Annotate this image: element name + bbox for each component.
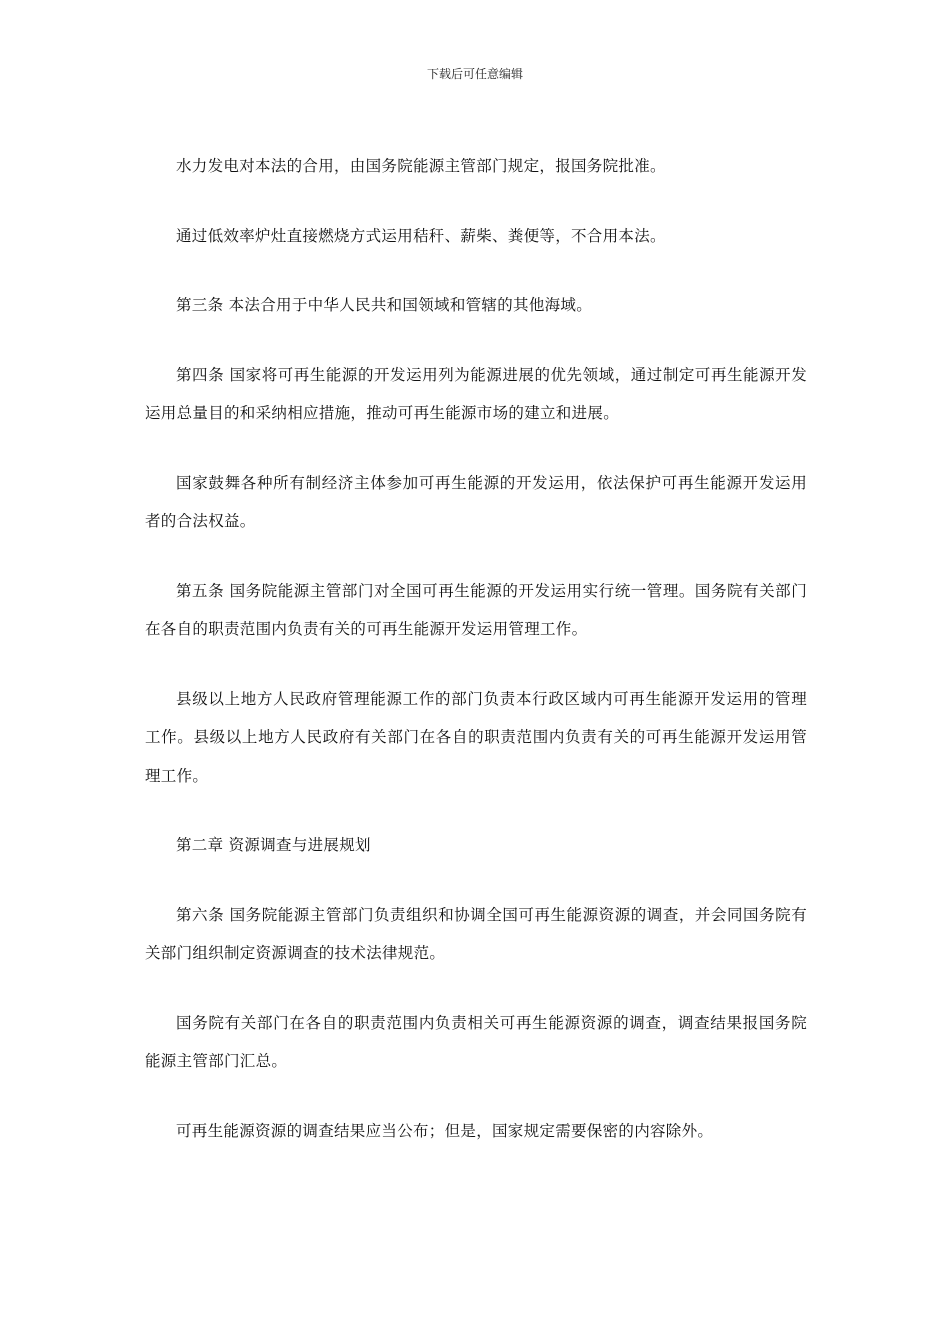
article-4: 第四条 国家将可再生能源的开发运用列为能源进展的优先领域，通过制定可再生能源开发运用总量目的和采纳相应措施，推动可再生能源市场的建立和进展。 [145,365,807,422]
paragraph-encourage-participation: 国家鼓舞各种所有制经济主体参加可再生能源的开发运用，依法保护可再生能源开发运用者的合法权益。 [145,473,807,530]
page-header: 下载后可任意编辑 [426,67,523,81]
paragraph-county-level: 县级以上地方人民政府管理能源工作的部门负责本行政区域内可再生能源开发运用的管理工作。县级以上地方人民政府有关部门在各自的职责范围内负责有关的可再生能源开发运用管理工作。 [145,689,807,785]
paragraph-low-efficiency-stoves: 通过低效率炉灶直接燃烧方式运用秸秆、薪柴、粪便等，不合用本法。 [176,226,666,245]
document-body [145,147,807,1181]
article-6: 第六条 国务院能源主管部门负责组织和协调全国可再生能源资源的调查，并会同国务院有关部门组织制定资源调查的技术法律规范。 [145,905,807,962]
article-3: 第三条 本法合用于中华人民共和国领域和管辖的其他海域。 [176,296,593,314]
article-5: 第五条 国务院能源主管部门对全国可再生能源的开发运用实行统一管理。国务院有关部门在各自的职责范围内负责有关的可再生能源开发运用管理工作。 [145,581,807,638]
paragraph-hydropower: 水力发电对本法的合用，由国务院能源主管部门规定，报国务院批准。 [176,157,666,175]
chapter-2-heading: 第二章 资源调查与进展规划 [176,836,371,854]
paragraph-survey-responsibility: 国务院有关部门在各自的职责范围内负责相关可再生能源资源的调查，调查结果报国务院能源主管部门汇总。 [145,1013,807,1070]
paragraph-publish-results: 可再生能源资源的调查结果应当公布；但是，国家规定需要保密的内容除外。 [176,1121,714,1140]
